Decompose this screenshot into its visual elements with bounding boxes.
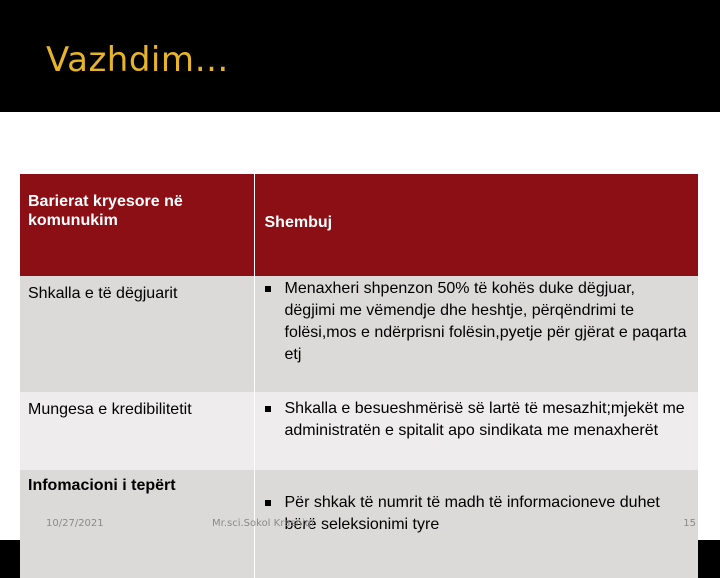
example-text: Për shkak të numrit të madh të informacioneve duhet bërë seleksionimi tyre: [284, 494, 660, 533]
table-header-row: [20, 174, 698, 276]
barrier-label: Shkalla e të dëgjuarit: [28, 285, 178, 302]
example-text: Menaxheri shpenzon 50% të kohës duke dëgjuar, dëgjimi me vëmendje dhe heshtje, përqëndrimi te folësi,mos e ndërprisni folësin,pyetje për gjërat e paqarta etj: [284, 280, 687, 363]
header-barriers: Barierat kryesore në komunukim: [20, 174, 254, 276]
example-bullet: [255, 392, 699, 442]
example-bullet: [255, 276, 699, 366]
example-bullet: [255, 470, 699, 536]
example-cell: [254, 470, 698, 578]
example-cell: [254, 392, 698, 470]
header-examples: Shembuj: [254, 174, 698, 276]
barrier-label: Mungesa e kredibilitetit: [28, 401, 192, 418]
footer-page-number: 15: [683, 518, 696, 529]
square-bullet-icon: [265, 500, 271, 506]
example-cell: [254, 276, 698, 392]
barrier-label: Infomacioni i tepërt: [28, 477, 176, 494]
footer-author: Mr.sci.Sokol Krasniqi: [212, 518, 314, 529]
barrier-cell: [20, 392, 254, 470]
slide-title: Vazhdim…: [46, 40, 229, 80]
barriers-table: [20, 174, 698, 578]
table-row: [20, 276, 698, 392]
square-bullet-icon: [265, 286, 271, 292]
table-row: [20, 392, 698, 470]
footer-date: 10/27/2021: [46, 518, 104, 529]
example-text: Shkalla e besueshmërisë së lartë të mesazhit;mjekët me administratën e spitalit apo sindikata me menaxherët: [284, 400, 685, 439]
table-row: [20, 470, 698, 578]
square-bullet-icon: [265, 406, 271, 412]
barrier-cell: [20, 276, 254, 392]
